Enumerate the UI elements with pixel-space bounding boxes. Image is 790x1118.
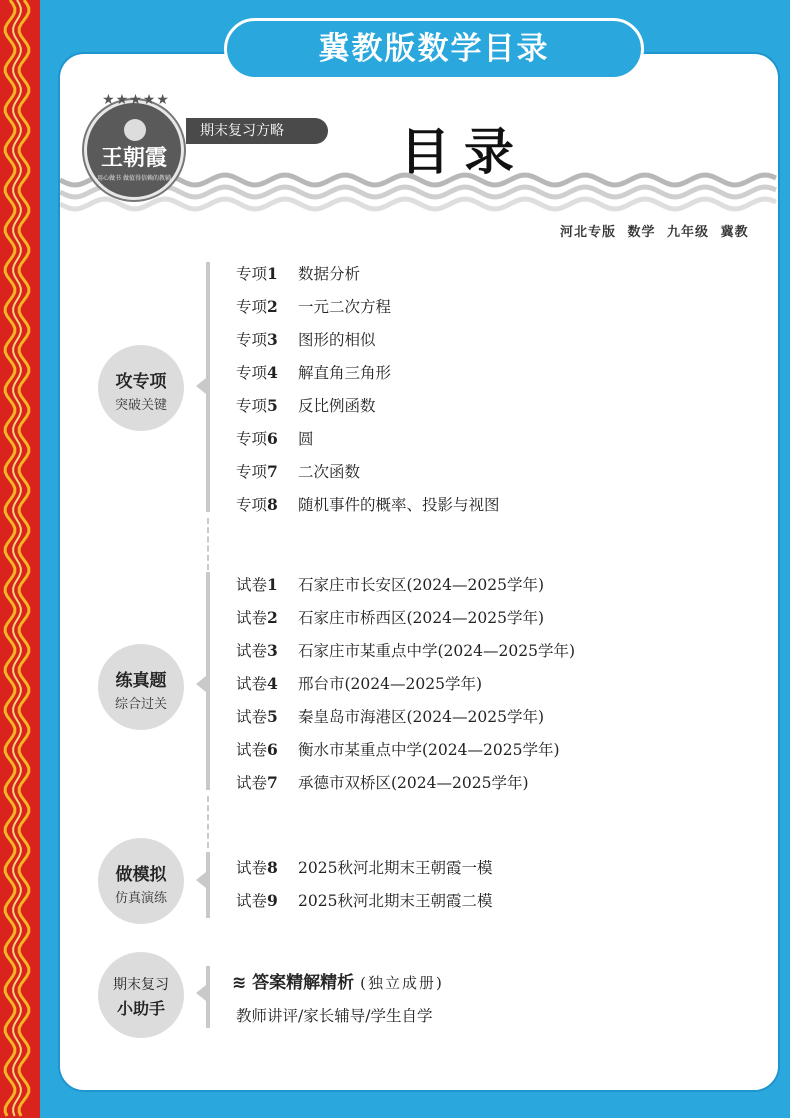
toc-item[interactable]: 专项7 二次函数: [236, 462, 361, 481]
answer-book-subtitle: 教师讲评/家长辅导/学生自学: [236, 1007, 433, 1025]
toc-item[interactable]: 试卷2 石家庄市桥西区(2024—2025学年): [236, 608, 544, 627]
answer-book-title[interactable]: [232, 968, 444, 993]
section-pointer: [196, 872, 206, 888]
toc-item[interactable]: 专项4 解直角三角形: [236, 363, 392, 382]
badge-subtitle: 小助手: [116, 999, 165, 1018]
toc-item[interactable]: 试卷3 石家庄市某重点中学(2024—2025学年): [236, 641, 575, 660]
section-line: [206, 262, 210, 512]
toc-item[interactable]: 专项6 圆: [236, 429, 314, 448]
badge-title: 做模拟: [115, 865, 167, 885]
section-line: [206, 572, 210, 790]
section-line: [206, 966, 210, 1028]
title-banner: [224, 18, 644, 80]
portrait-icon: [124, 119, 146, 141]
toc-item[interactable]: 试卷8 2025秋河北期末王朝霞一模: [236, 858, 493, 877]
section-badge-mock: [98, 838, 184, 924]
badge-title: 期末复习: [113, 977, 169, 993]
series-tag: 期末复习方略: [186, 118, 328, 144]
toc-item[interactable]: 试卷6 衡水市某重点中学(2024—2025学年): [236, 740, 560, 759]
badge-title: 练真题: [115, 671, 167, 691]
toc-item[interactable]: 专项1 数据分析: [236, 264, 361, 283]
page-title: 目录: [400, 123, 528, 181]
badge-title: 攻专项: [115, 372, 167, 392]
left-ribbon: [0, 0, 40, 1118]
answer-title-note: (独立成册): [360, 974, 444, 992]
badge-subtitle: 突破关键: [114, 398, 167, 413]
banner-title: 冀教版数学目录: [318, 31, 550, 67]
section-badge-exams: [98, 644, 184, 730]
toc-item[interactable]: 专项2 一元二次方程: [236, 297, 392, 316]
section-pointer: [196, 985, 206, 1001]
answer-title-text: 答案精解精析: [252, 973, 355, 993]
logo-motto: 用心做书 做值得信赖的教辅: [97, 175, 171, 182]
section-line: [206, 852, 210, 918]
section-pointer: [196, 676, 206, 692]
badge-subtitle: 综合过关: [114, 697, 167, 712]
toc-item[interactable]: 专项3 图形的相似: [236, 330, 376, 349]
edition-info: 河北专版 数学 九年级 冀教: [560, 225, 749, 240]
toc-item[interactable]: 专项5 反比例函数: [236, 396, 376, 415]
logo-name: 王朝霞: [100, 145, 167, 171]
brand-logo: [84, 100, 184, 200]
badge-subtitle: 仿真演练: [114, 891, 167, 906]
section-badge-special: [98, 345, 184, 431]
section-badge-helper: [98, 952, 184, 1038]
logo-stars: ★★★★★: [102, 92, 170, 108]
toc-item[interactable]: 专项8 随机事件的概率、投影与视图: [236, 495, 500, 514]
toc-item[interactable]: 试卷5 秦皇岛市海港区(2024—2025学年): [236, 707, 544, 726]
wave-icon: ≋: [232, 973, 247, 993]
section-dash: [207, 796, 209, 848]
section-dash: [207, 518, 209, 570]
toc-item[interactable]: 试卷4 邢台市(2024—2025学年): [236, 674, 482, 693]
toc-item[interactable]: 试卷9 2025秋河北期末王朝霞二模: [236, 891, 493, 910]
toc-item[interactable]: 试卷1 石家庄市长安区(2024—2025学年): [236, 575, 544, 594]
section-pointer: [196, 378, 206, 394]
toc-item[interactable]: 试卷7 承德市双桥区(2024—2025学年): [236, 773, 529, 792]
